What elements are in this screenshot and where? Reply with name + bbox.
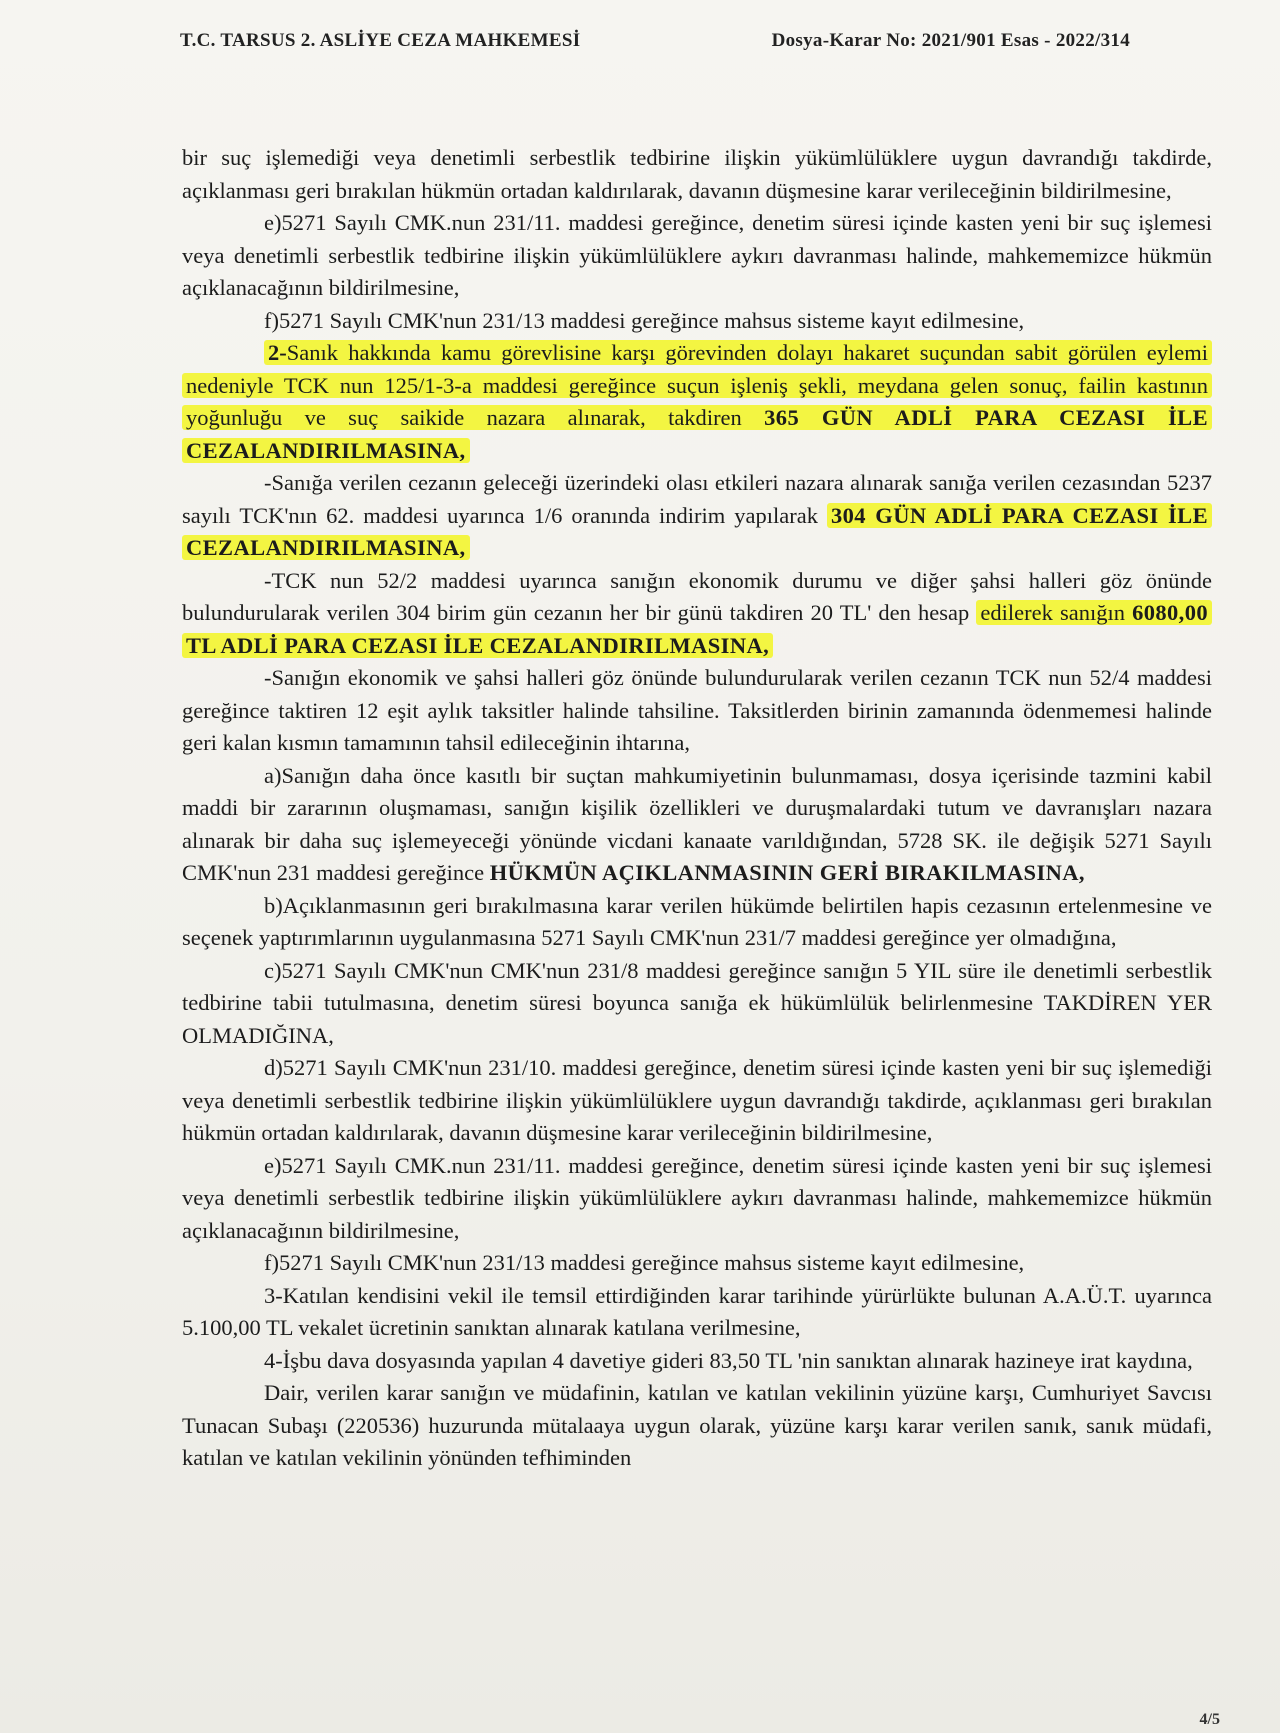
paragraph: e)5271 Sayılı CMK.nun 231/11. maddesi gereğince, denetim süresi içinde kasten yeni bir suç işlemesi veya denetimli serbestlik tedbirine ilişkin yükümlülüklere aykırı davranması halinde, mahkememizce hükmün açıklanacağının bildirilmesine, [182,1152,1212,1243]
sentence-bold: 365 GÜN ADLİ PARA CEZASI İLE CEZALANDIRILMASINA, [186,405,1209,463]
paragraph-text: -Sanığa verilen cezanın geleceği üzerindeki olası etkileri nazara alınarak sanığa verilen cezasından 5237 sayılı TCK'nın 62. maddesi uyarınca 1/6 oranında indirim yapılarak [182,470,1212,528]
paragraph-text: -TCK nun 52/2 maddesi uyarınca sanığın ekonomik durumu ve diğer şahsi halleri göz önünde bulundurularak verilen 304 birim gün cezanın her bir günü takdiren 20 TL' den hesap [182,567,1212,625]
paragraph: Dair, verilen karar sanığın ve müdafinin, katılan ve katılan vekilinin yüzüne karşı, Cumhuriyet Savcısı Tunacan Subaşı (220536) huzurunda mütalaaya uygun olarak, yüzüne karşı karar verilen sanık, sanık müdafi, katılan ve katılan vekilinin yönünden tefhiminden [182,1380,1212,1470]
paragraph: -Sanığın ekonomik ve şahsi halleri göz önünde bulundurularak verilen cezanın TCK nun 52/4 maddesi gereğince taktiren 12 eşit aylık taksitler halinde tahsiline. Taksitlerden birinin zamanında ödenmemesi halinde geri kalan kısmın tamamının tahsil edileceğinin ihtarına, [182,665,1212,755]
paragraph [182,467,1212,565]
paragraph: bir suç işlemediği veya denetimli serbestlik tedbirine ilişkin yükümlülüklere uygun davrandığı takdirde, açıklanması geri bırakılan hükmün ortadan kaldırılarak, davanın düşmesine karar verileceğinin bildirilmesine, [182,145,1212,203]
judgment-text [182,142,1212,1475]
item-number: 2- [268,340,287,365]
court-name: T.C. TARSUS 2. ASLİYE CEZA MAHKEMESİ [180,30,581,51]
highlighted-text: edilerek sanığın [980,600,1133,625]
paragraph [182,760,1212,890]
paragraph: 3-Katılan kendisini vekil ile temsil ettirdiğinden karar tarihinde yürürlükte bulunan A.A.Ü.T. uyarınca 5.100,00 TL vekalet ücretinin sanıktan alınarak katılana verilmesine, [182,1282,1212,1340]
paragraph: b)Açıklanmasının geri bırakılmasına karar verilen hükümde belirtilen hapis cezasının ertelenmesine ve seçenek yaptırımlarının uygulanmasına 5271 Sayılı CMK'nun 231/7 maddesi gereğince yer olmadığına, [182,892,1212,950]
paragraph [182,565,1212,663]
paragraph-text: a)Sanığın daha önce kasıtlı bir suçtan mahkumiyetinin bulunmaması, dosya içerisinde tazmini kabil maddi bir zararının oluşmaması, sanığın kişilik özellikleri ve duruşmalardaki tutum ve davranışları nazara alınarak bir daha suç işlemeyeceği yönünde vicdani kanaate varıldığından, 5728 SK. ile değişik 5271 Sayılı CMK'nun 231 maddesi gereğince [182,762,1212,885]
page-number: 4/5 [1199,1711,1220,1728]
sentence-bold: HÜKMÜN AÇIKLANMASININ GERİ BIRAKILMASINA, [489,860,1085,885]
paragraph-text: Sanık hakkında kamu görevlisine karşı görevinden dolayı hakaret suçundan sabit görülen eylemi nedeniyle TCK nun 125/1-3-a maddesi gereğince suçun işleniş şekli, meydana gelen sonuç, failin kastının yoğunluğu ve suç saikide nazara alınarak, takdiren [186,340,1208,430]
paragraph: f)5271 Sayılı CMK'nun 231/13 maddesi gereğince mahsus sisteme kayıt edilmesine, [264,1250,1025,1275]
sentence-bold: 6080,00 TL ADLİ PARA CEZASI İLE CEZALANDIRILMASINA, [186,600,1209,658]
paragraph: c)5271 Sayılı CMK'nun CMK'nun 231/8 maddesi gereğince sanığın 5 YIL süre ile denetimli serbestlik tedbirine tabii tutulmasına, denetim süresi boyunca sanığa ek hükümlülük belirlenmesine TAKDİREN YER OLMADIĞINA, [182,957,1212,1048]
paragraph: 4-İşbu dava dosyasında yapılan 4 davetiye gideri 83,50 TL 'nin sanıktan alınarak hazineye irat kaydına, [264,1347,1193,1373]
paragraph: e)5271 Sayılı CMK.nun 231/11. maddesi gereğince, denetim süresi içinde kasten yeni bir suç işlemesi veya denetimli serbestlik tedbirine ilişkin yükümlülüklere aykırı davranması halinde, mahkememizce hükmün açıklanacağının bildirilmesine, [182,210,1212,300]
file-number: Dosya-Karar No: 2021/901 Esas - 2022/314 [771,30,1130,51]
paragraph: f)5271 Sayılı CMK'nun 231/13 maddesi gereğince mahsus sisteme kayıt edilmesine, [264,307,1025,333]
highlighted-paragraph [182,337,1212,467]
page-header [180,30,1130,52]
sentence-bold-highlight: 304 GÜN ADLİ PARA CEZASI İLE CEZALANDIRILMASINA, [182,503,1212,561]
highlight-mark [182,340,1212,463]
paragraph: d)5271 Sayılı CMK'nun 231/10. maddesi gereğince, denetim süresi içinde kasten yeni bir suç işlemediği veya denetimli serbestlik tedbirine ilişkin yükümlülüklere uygun davrandığı takdirde, açıklanması geri bırakılan hükmün ortadan kaldırılarak, davanın düşmesine karar verileceğinin bildirilmesine, [182,1055,1212,1145]
